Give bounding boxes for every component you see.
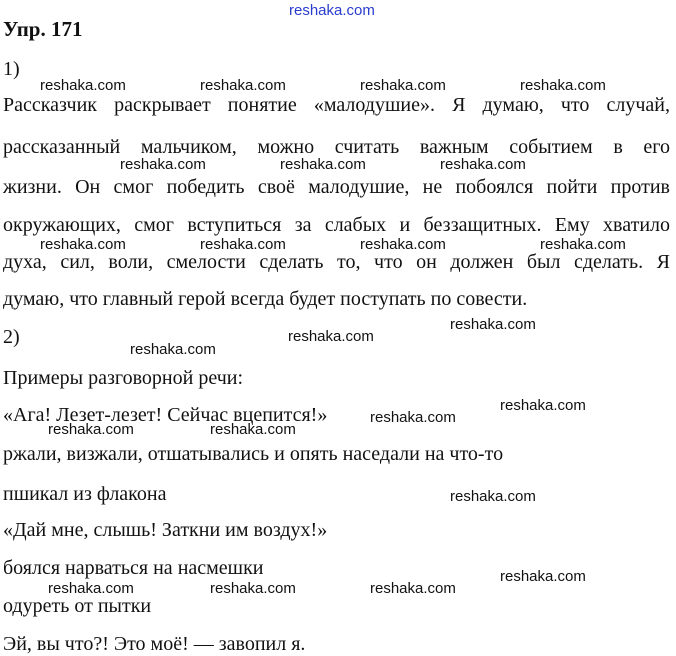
section-1-line: рассказанный мальчиком, можно считать важным событием в его bbox=[3, 136, 670, 158]
section-1-line: Рассказчик раскрывает понятие «малодушие». Я думаю, что случай, bbox=[3, 94, 670, 116]
section-1-line: духа, сил, воли, смелости сделать то, что он должен был сделать. Я bbox=[3, 251, 670, 273]
watermark: reshaka.com bbox=[48, 580, 134, 597]
section-2-line: пшикал из флакона bbox=[3, 483, 167, 505]
watermark: reshaka.com bbox=[200, 77, 286, 94]
header-watermark: reshaka.com bbox=[289, 2, 375, 19]
watermark: reshaka.com bbox=[500, 397, 586, 414]
watermark: reshaka.com bbox=[450, 488, 536, 505]
watermark: reshaka.com bbox=[130, 341, 216, 358]
section-1-line: думаю, что главный герой всегда будет поступать по совести. bbox=[3, 288, 528, 310]
exercise-title: Упр. 171 bbox=[3, 17, 83, 41]
watermark: reshaka.com bbox=[370, 580, 456, 597]
section-2-line: Эй, вы что?! Это моё! — завопил я. bbox=[3, 633, 306, 655]
watermark: reshaka.com bbox=[370, 409, 456, 426]
watermark: reshaka.com bbox=[120, 156, 206, 173]
watermark: reshaka.com bbox=[540, 236, 626, 253]
watermark: reshaka.com bbox=[450, 316, 536, 333]
section-2-line: «Ага! Лезет-лезет! Сейчас вцепится!» bbox=[3, 404, 328, 426]
section-2-line: Примеры разговорной речи: bbox=[3, 367, 244, 389]
section-2-line: боялся нарваться на насмешки bbox=[3, 557, 264, 579]
section-2-line: «Дай мне, слышь! Заткни им воздух!» bbox=[3, 519, 328, 541]
watermark: reshaka.com bbox=[200, 236, 286, 253]
watermark: reshaka.com bbox=[40, 77, 126, 94]
watermark: reshaka.com bbox=[440, 156, 526, 173]
watermark: reshaka.com bbox=[210, 421, 296, 438]
section-2-line: одуреть от пытки bbox=[3, 595, 152, 617]
watermark: reshaka.com bbox=[288, 328, 374, 345]
section-2-line: ржали, визжали, отшатывались и опять наседали на что-то bbox=[3, 443, 504, 465]
section-2-marker: 2) bbox=[3, 326, 20, 348]
watermark: reshaka.com bbox=[500, 568, 586, 585]
watermark: reshaka.com bbox=[360, 236, 446, 253]
watermark: reshaka.com bbox=[520, 77, 606, 94]
section-1-marker: 1) bbox=[3, 58, 20, 80]
watermark: reshaka.com bbox=[360, 77, 446, 94]
section-1-line: окружающих, смог вступиться за слабых и беззащитных. Ему хватило bbox=[3, 214, 670, 236]
watermark: reshaka.com bbox=[40, 236, 126, 253]
watermark: reshaka.com bbox=[48, 421, 134, 438]
watermark: reshaka.com bbox=[280, 156, 366, 173]
section-1-line: жизни. Он смог победить своё малодушие, не побоялся пойти против bbox=[3, 176, 670, 198]
watermark: reshaka.com bbox=[210, 580, 296, 597]
